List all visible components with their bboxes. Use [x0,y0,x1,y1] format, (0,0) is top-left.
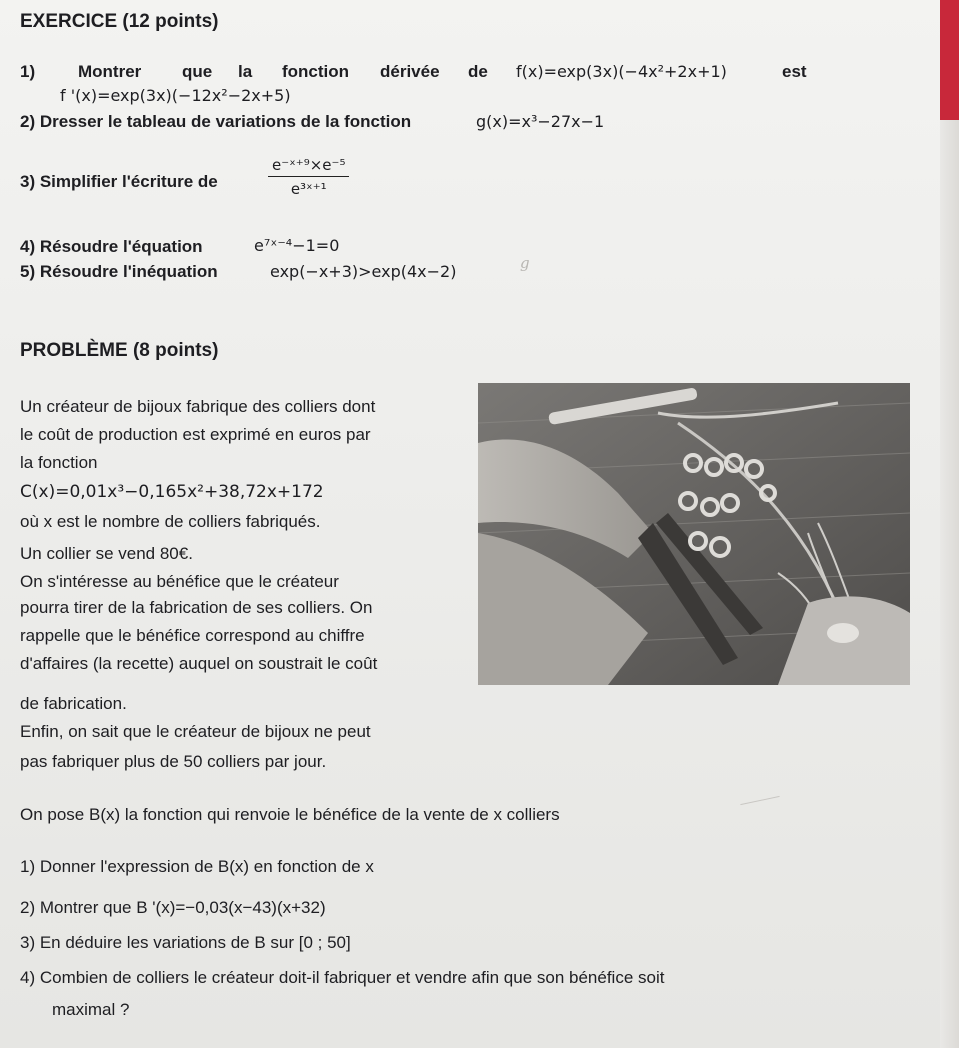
q1-word-est: est [782,62,807,81]
on-pose-line: On pose B(x) la fonction qui renvoie le bénéfice de la vente de x colliers [20,805,560,824]
prob-q4-line-1: 4) Combien de colliers le créateur doit-il fabriquer et vendre afin que son bénéfice soit [20,968,665,987]
q1-word-que: que [182,62,213,81]
exercice-title: EXERCICE (12 points) [20,11,219,32]
q1-word-montrer: Montrer [78,62,142,81]
fraction-denominator: e³ˣ⁺¹ [290,180,327,198]
g-expression: g(x)=x³−27x−1 [476,112,605,131]
fraction-numerator: e⁻ˣ⁺⁹×e⁻⁵ [268,156,349,177]
para2-line-5: de fabrication. [20,694,127,713]
q2-text: 2) Dresser le tableau de variations de la fonction [20,112,412,131]
q5-inequation: exp(−x+3)>exp(4x−2) [270,262,457,281]
prob-q2: 2) Montrer que B '(x)=−0,03(x−43)(x+32) [20,898,326,917]
q1-word-de: de [468,62,488,81]
para3-line-2: pas fabriquer plus de 50 colliers par jour. [20,752,327,771]
q1-number: 1) [20,62,36,81]
para3-line-1: Enfin, on sait que le créateur de bijoux ne peut [20,722,371,741]
probleme-title: PROBLÈME (8 points) [20,340,219,361]
background-edge [940,120,959,1048]
para2-line-3: rappelle que le bénéfice correspond au chiffre [20,626,365,645]
q4-text: 4) Résoudre l'équation [20,237,203,256]
f-definition: f(x)=exp(3x)(−4x²+2x+1) [516,62,727,81]
prob-q1: 1) Donner l'expression de B(x) en fonction de x [20,857,374,876]
intro-line-2: le coût de production est exprimé en euros par [20,425,371,444]
intro-line-3: la fonction [20,453,98,472]
q5-text: 5) Résoudre l'inéquation [20,262,218,281]
faint-pencil-mark: g [520,254,530,272]
q3-text: 3) Simplifier l'écriture de [20,172,218,191]
line-price: Un collier se vend 80€. [20,544,193,563]
para2-line-2: pourra tirer de la fabrication de ses colliers. On [20,598,373,617]
jewelry-photo-illustration [478,383,910,685]
jewelry-photo [478,383,910,685]
q3-fraction [268,156,349,198]
q1-word-fonction: fonction [282,62,350,81]
q1-word-derivee: dérivée [380,62,440,81]
para2-line-4: d'affaires (la recette) auquel on soustrait le coût [20,654,378,673]
red-folder-edge [940,0,959,120]
prob-q4-line-2: maximal ? [52,1000,130,1019]
cost-function: C(x)=0,01x³−0,165x²+38,72x+172 [20,482,324,502]
para2-line-1: On s'intéresse au bénéfice que le créateur [20,572,339,591]
f-prime-expression: f '(x)=exp(3x)(−12x²−2x+5) [60,86,291,105]
intro-line-1: Un créateur de bijoux fabrique des colliers dont [20,397,376,416]
line-x-definition: où x est le nombre de colliers fabriqués. [20,512,321,531]
q1-word-la: la [238,62,253,81]
prob-q3: 3) En déduire les variations de B sur [0 ; 50] [20,933,351,952]
q4-equation: e⁷ˣ⁻⁴−1=0 [254,236,340,255]
